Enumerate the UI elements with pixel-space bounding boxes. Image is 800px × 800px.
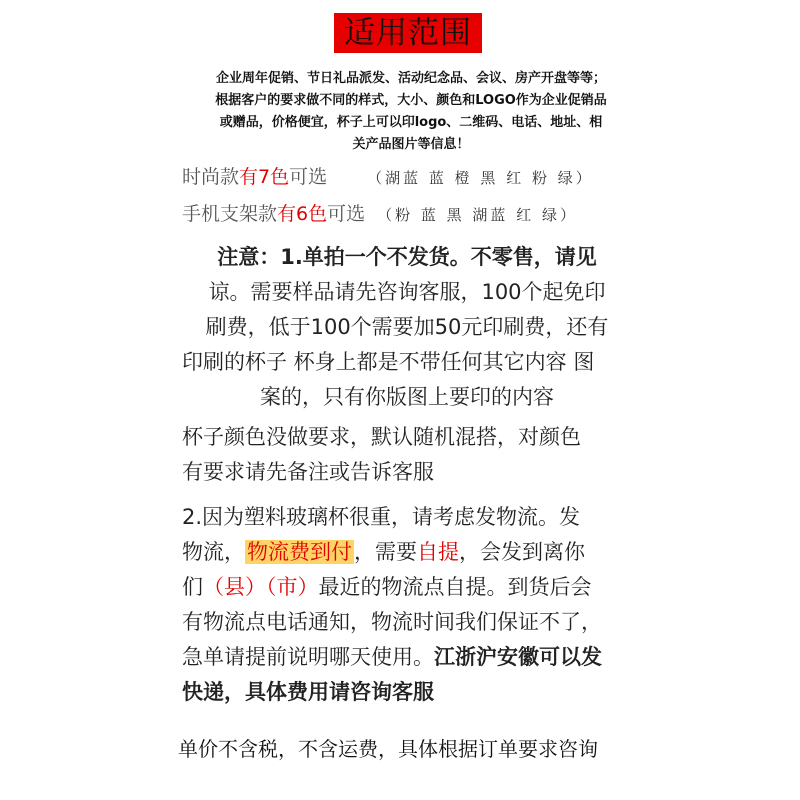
- intro-line-1: 企业周年促销、节日礼品派发、活动纪念品、会议、房产开盘等等；: [215, 71, 606, 86]
- shipping-line-5: [182, 640, 632, 675]
- shipping-line-2-end: ，会发到离你: [459, 540, 585, 564]
- shipping-line-5-start: 急单请提前说明哪天使用。: [182, 645, 434, 669]
- city-label: （市）: [266, 575, 319, 599]
- shipping-paragraph: [182, 500, 632, 710]
- shipping-line-2-start: 物流，: [182, 540, 245, 564]
- page-title: 适用范围: [344, 14, 472, 51]
- county-label: （县）: [203, 575, 266, 599]
- express-region-label: 江浙沪安徽可以发: [434, 645, 602, 669]
- shipping-line-2-middle: ，需要: [354, 540, 417, 564]
- price-footer: 单价不含税，不含运费，具体根据订单要求咨询: [178, 737, 598, 761]
- fashion-style-prefix: 时尚款: [182, 166, 240, 188]
- fashion-style-color-count: 有7色: [239, 166, 290, 188]
- notice-line-2: 谅。需要样品请先咨询客服，100个起免印: [208, 280, 606, 304]
- notice-line-4: 印刷的杯子 杯身上都是不带任何其它内容 图: [182, 350, 595, 374]
- notice-line-3: 刷费，低于100个需要加50元印刷费，还有: [205, 315, 609, 339]
- cup-color-note-line-2: 有要求请先备注或告诉客服: [182, 460, 434, 484]
- shipping-line-6: 快递，具体费用请咨询客服: [182, 680, 434, 704]
- intro-line-2: 根据客户的要求做不同的样式，大小、颜色和LOGO作为企业促销品: [215, 93, 607, 108]
- intro-line-4: 关产品图片等信息！: [352, 137, 470, 152]
- cup-color-note-line-1: 杯子颜色没做要求，默认随机混搭，对颜色: [182, 425, 581, 449]
- fashion-style-color-list: （湖蓝 蓝 橙 黑 红 粉 绿）: [367, 169, 594, 187]
- shipping-line-1: 2.因为塑料玻璃杯很重，请考虑发物流。发: [182, 505, 581, 529]
- phone-stand-suffix: 可选: [327, 203, 366, 225]
- notice-paragraph: [182, 240, 632, 415]
- shipping-line-2: [182, 535, 632, 570]
- notice-line-5: 案的，只有你版图上要印的内容: [260, 385, 554, 409]
- shipping-line-3: [182, 570, 632, 605]
- phone-stand-color-list: （粉 蓝 黑 湖蓝 红 绿）: [377, 206, 578, 224]
- shipping-line-3-end: 最近的物流点自提。到货后会: [318, 575, 592, 599]
- intro-paragraph: [182, 68, 640, 156]
- intro-line-3: 或赠品，价格便宜，杯子上可以印logo、二维码、电话、地址、相: [219, 115, 603, 130]
- phone-stand-color-count: 有6色: [277, 203, 328, 225]
- title-banner: [334, 13, 482, 53]
- phone-stand-prefix: 手机支架款: [182, 203, 278, 225]
- notice-line-1: 注意：1.单拍一个不发货。不零售，请见: [217, 245, 597, 269]
- self-pickup-label: 自提: [417, 540, 459, 564]
- freight-collect-highlight: 物流费到付: [247, 540, 352, 564]
- fashion-style-suffix: 可选: [289, 166, 328, 188]
- fashion-style-colors: [182, 164, 642, 191]
- cup-color-note: [182, 420, 632, 490]
- shipping-line-3-start: 们: [182, 575, 203, 599]
- shipping-line-4: 有物流点电话通知，物流时间我们保证不了，: [182, 610, 602, 634]
- phone-stand-colors: [182, 201, 642, 228]
